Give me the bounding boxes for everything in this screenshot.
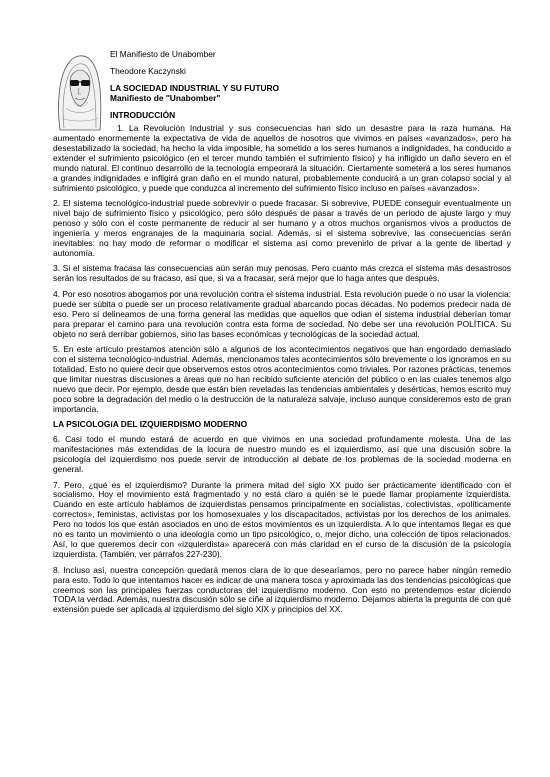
hooded-suspect-sketch-image bbox=[54, 48, 104, 134]
paragraph-1: 1. La Revolución Industrial y sus consecuencias han sido un desastre para la raza humana. Ha aumentado enormemente la expectativa de vida de aquellos de nosotros que vivimos en países «avanzados», pero ha desestabilizado la sociedad, ha hecho la vida imposible, ha sometido a los seres humanos a indignidades, ha conducido a extender el sufrimiento psicológico (en el tercer mundo también el sufrimiento físico) y ha infligido un daño severo en el mundo natural. El continuo desarrollo de la tecnología empeorará la situación. Ciertamente someterá a los seres humanos a grandes indignidades e infligirá gran daño en el mundo natural, probablemente conducirá a un gran colapso social y al sufrimiento psicológico, y puede que conduzca al incremento del sufrimiento físico incluso en países «avanzados». bbox=[53, 123, 511, 193]
paragraph-7: 7. Pero, ¿qué es el izquierdismo? Durante la primera mitad del siglo XX pudo ser prácticamente identificado con el socialismo. Hoy el movimiento está fragmentado y no está claro a quién se le puede llamar propiamente izquierdista. Cuando en este artículo hablamos de izquierdistas pensamos principalmente en socialistas, colectivistas, «políticamente correctos», feministas, activistas por los homosexuales y los discapacitados, activistas por los derechos de los animales. Pero no todos los que están asociados en uno de estos movimientos es un izquierdista. A lo que intentamos llegar es que no es tanto un movimiento o una ideología como un tipo psicológico, o, mejor dicho, una colección de tipos relacionados. Así, lo que queremos decir con «izquierdista» aparecerá con más claridad en el curso de la discusión de la psicología izquierdista. (También, ver párrafos 227-230). bbox=[53, 479, 511, 560]
introduction-heading: INTRODUCCIÓN bbox=[110, 110, 176, 120]
paragraph-2: 2. El sistema tecnológico-industrial puede sobrevivir o puede fracasar. Si sobrevive, PUEDE conseguir eventualmente un nivel bajo de sufrimiento físico y psicológico, pero sólo después de pasar a través de un periodo de ajuste largo y muy penoso y sólo con el coste permanente de reducir al ser humano y a otros muchos organismos vivos a productos de ingeniería y meros engranajes de la maquinaria social. Además, si el sistema sobrevive, las consecuencias serán inevitables: no hay modo de reformar o modificar el sistema así como prevenirlo de privar a la gente de libertad y autonomía. bbox=[53, 198, 511, 258]
paragraph-8: 8. Incluso así, nuestra concepción quedará menos clara de lo que desearíamos, pero no parece haber ningún remedio para esto. Todo lo que intentamos hacer es indicar de una manera tosca y aproximada las dos tendencias psicológicas que creemos son las principales fuerzas conductoras del izquierdismo moderno. Con esto no pretendemos estar diciendo TODA la verdad. Además, nuestra discusión sólo se ciñe al izquierdismo moderno. Dejamos abierta la pregunta de con qué extensión puede ser aplicada al izquierdismo del siglo XIX y principios del XX. bbox=[53, 564, 511, 615]
paragraph-5: 5. En este artículo prestamos atención sólo a algunos de los acontecimientos negativos que han engordado demasiado con el sistema tecnológico-industrial. Además, mencionamos tales acontecimientos sólo brevemente o los ignoramos en su totalidad. Esto no quiere decir que observemos estos otros acontecimientos como triviales. Por razones prácticas, tenemos que limitar nuestras discusiones a áreas que no han recibido suficiente atención del público o en las cuales tenemos algo nuevo que decir. Por ejemplo, desde que están bien reveladas las tendencias ambientales y desérticas, hemos escrito muy poco sobre la degradación del medio o la destrucción de la naturaleza salvaje, incluso aunque consideremos esto de gran importancia. bbox=[53, 344, 511, 414]
paragraph-3: 3. Si el sistema fracasa las consecuencias aún serán muy penosas. Pero cuanto más crezca el sistema más desastrosos serán los resultados de su fracaso, así que, si va a fracasar, será mejor que lo haga antes que después. bbox=[53, 263, 511, 284]
paragraph-6: 6. Casi todo el mundo estará de acuerdo en que vivimos en una sociedad profundamente molesta. Una de las manifestaciones más extendidas de la locura de nuestro mundo es el izquierdismo, así que una discusión sobre la psicología del izquierdismo nos puede servir de introducción al debate de los problemas de la sociedad moderna en general. bbox=[53, 434, 511, 475]
section-heading-psychology: LA PSICOLOGíA DEL IZQUIERDISMO MODERNO bbox=[53, 419, 248, 430]
document-body bbox=[53, 124, 511, 621]
document-title: El Manifiesto de Unabomber bbox=[110, 49, 216, 59]
subtitle: Manifiesto de "Unabomber" bbox=[110, 93, 221, 103]
document-header bbox=[110, 49, 520, 121]
document-author: Theodore Kaczynski bbox=[110, 66, 186, 76]
paragraph-4: 4. Por eso nosotros abogamos por una revolución contra el sistema industrial. Esta revolución puede o no usar la violencia: puede ser súbita o puede ser un proceso relativamente gradual abarcando pocas décadas. No podemos predecir nada de eso. Pero sí delineamos de una forma general las medidas que aquellos que odian el sistema industrial deberían tomar para preparar el camino para una revolución contra esta forma de sociedad. No debe ser una revolución POLÍTICA. Su objeto no será derribar gobiernos, sino las bases económicas y tecnológicas de la sociedad actual. bbox=[53, 288, 511, 339]
main-title: LA SOCIEDAD INDUSTRIAL Y SU FUTURO bbox=[110, 83, 280, 93]
